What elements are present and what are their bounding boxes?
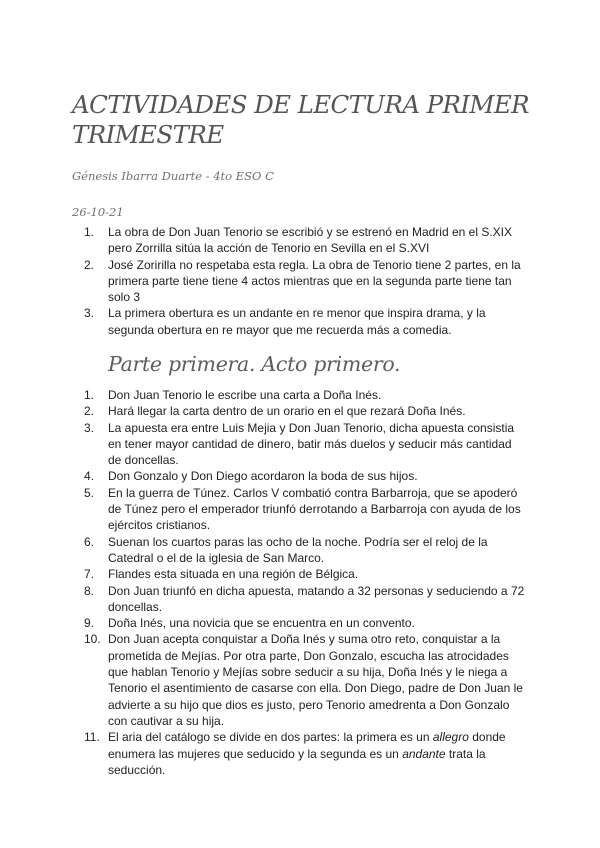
list-number: 9. [84, 616, 95, 631]
list-item [84, 615, 528, 631]
list-item-text: José Zoririlla no respetaba esta regla. La obra de Tenorio tiene 2 partes, en la primera parte tiene tiene 4 actos mientras que en la segunda parte tiene tan solo 3 [108, 257, 521, 305]
list-number: 5. [84, 485, 95, 500]
list-item [84, 257, 528, 306]
list-item-text: La obra de Don Juan Tenorio se escribió y se estrenó en Madrid en el S.XIX pero Zorrilla sitúa la acción de Tenorio en Sevilla en el S.XVI [108, 225, 513, 256]
list-item-text: Don Gonzalo y Don Diego acordaron la boda de sus hijos. [108, 469, 418, 484]
list-item-text-c: trata la seducción. [108, 746, 486, 777]
section-heading: Parte primera. Acto primero. [108, 352, 401, 376]
list-item [84, 403, 528, 419]
document-title: ACTIVIDADES DE LECTURA PRIMER TRIMESTRE [72, 90, 530, 149]
date-line: 26-10-21 [72, 205, 124, 219]
list-item [84, 224, 528, 257]
list-number: 1. [84, 388, 95, 402]
list-item-text-b: donde enumera las mujeres que seducido y la segunda es un [108, 730, 506, 761]
list-item-text: Don Juan acepta conquistar a Doña Inés y suma otro reto, conquistar a la prometida de Mejías. Por otra parte, Don Gonzalo, escucha las atrocidades que hablan Tenorio y Mejías sobre seducir a su hija, Doña Inés y le niega a Tenorio el asentimiento de casarse con ella. Don Diego, padre de Don Juan le advierte a su hijo que dios es justo, pero Tenorio amedrenta a Don Gonzalo con cautivar a su hija. [108, 632, 523, 728]
list-item-text: La apuesta era entre Luis Mejia y Don Juan Tenorio, dicha apuesta consistia en tener mayor cantidad de dinero, batir más duelos y seducir más cantidad de doncellas. [108, 420, 515, 468]
list-item [84, 583, 528, 616]
list-item [84, 420, 528, 469]
list-number: 2. [84, 404, 95, 419]
list-item-text-a: El aria del catálogo se divide en dos partes: la primera es un [108, 730, 433, 745]
list-number: 7. [84, 567, 95, 582]
list-item-text: La primera obertura es un andante en re menor que inspira drama, y la segunda obertura en re mayor que me recuerda más a comedia. [108, 306, 486, 337]
list-item [84, 566, 528, 582]
list-number: 1. [84, 225, 95, 239]
list-number: 6. [84, 534, 95, 549]
list-item [84, 305, 528, 338]
author-line: Génesis Ibarra Duarte - 4to ESO C [72, 169, 274, 183]
list-item [84, 485, 528, 534]
list-item-text: Flandes esta situada en una región de Bélgica. [108, 567, 359, 582]
list-item [84, 468, 528, 484]
list-item [84, 631, 528, 729]
list-item-text: Hará llegar la carta dentro de un orario en el que rezará Doña Inés. [108, 404, 466, 419]
intro-list [84, 224, 528, 338]
list-number: 4. [84, 469, 95, 484]
list-number: 2. [84, 257, 95, 272]
emphasis-allegro: allegro [432, 730, 469, 745]
list-item [84, 729, 528, 778]
list-item-text: Don Juan triunfó en dicha apuesta, matando a 32 personas y seduciendo a 72 doncellas. [108, 583, 525, 614]
list-item-text: Don Juan Tenorio le escribe una carta a Doña Inés. [108, 388, 382, 402]
list-number: 11. [84, 730, 100, 745]
list-item-text: Doña Inés, una novicia que se encuentra en un convento. [108, 616, 415, 631]
list-number: 3. [84, 420, 95, 435]
list-item-text: En la guerra de Túnez. Carlos V combatió contra Barbarroja, que se apoderó de Túnez pero el emperador triunfó derrotando a Barbarroja con ayuda de los ejércitos cristianos. [108, 485, 521, 533]
emphasis-andante: andante [402, 746, 446, 761]
section-list [84, 387, 528, 778]
list-number: 10. [84, 632, 101, 647]
list-item [84, 534, 528, 567]
list-item-text: Suenan los cuartos paras las ocho de la noche. Podría ser el reloj de la Catedral o el de la iglesia de San Marco. [108, 534, 488, 565]
list-number: 8. [84, 583, 95, 598]
list-item [84, 387, 528, 403]
list-number: 3. [84, 306, 95, 321]
